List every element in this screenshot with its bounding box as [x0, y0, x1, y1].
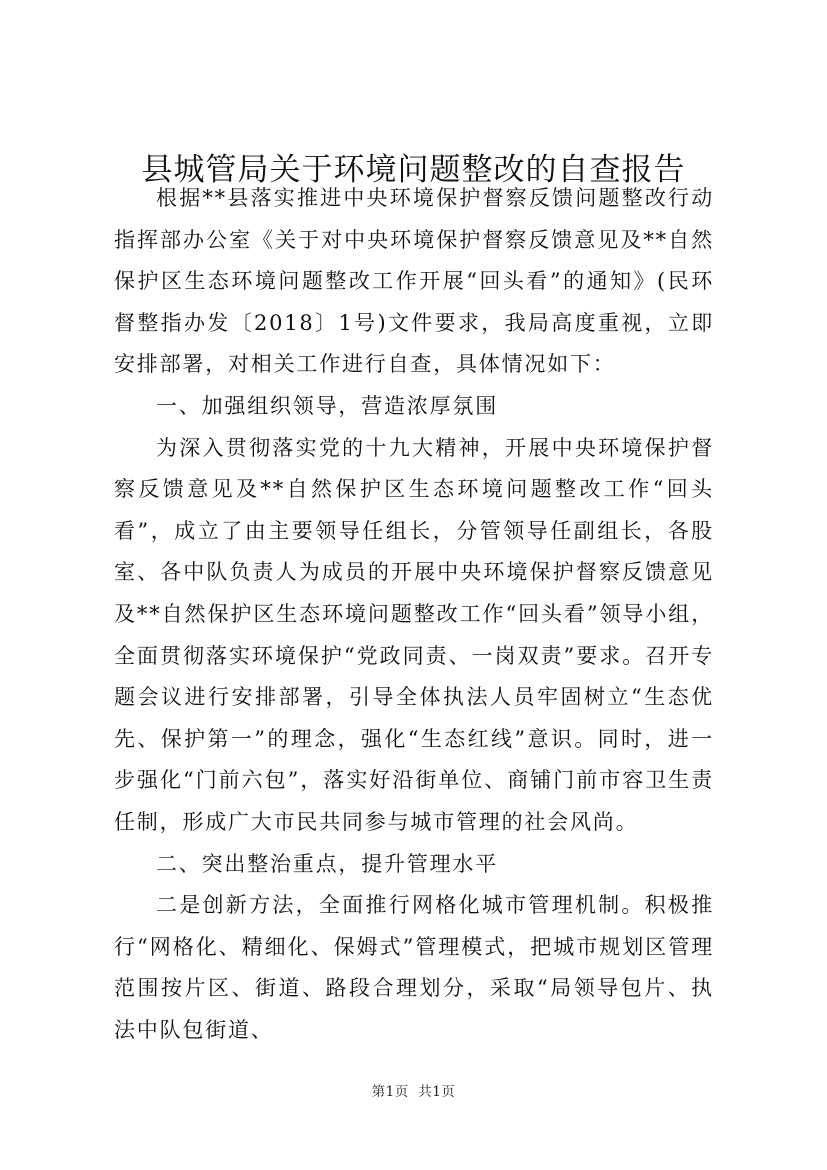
section-heading-2: 二、突出整治重点，提升管理水平 [156, 851, 498, 876]
paragraph-section-2: 二是创新方法，全面推行网格化城市管理机制。积极推行“网格化、精细化、保姆式”管理模式，把城市规划区管理范围按片区、街道、路段合理划分，采取“局领导包片、执法中队包街道、 [114, 893, 714, 1042]
section-heading-1: 一、加强组织领导，营造浓厚氛围 [156, 393, 498, 418]
document-title: 县城管局关于环境问题整改的自查报告 [141, 152, 686, 188]
page-footer [0, 1080, 827, 1100]
paragraph-intro: 根据**县落实推进中央环境保护督察反馈问题整改行动指挥部办公室《关于对中央环境保护督察反馈意见及**自然保护区生态环境问题整改工作开展“回头看”的通知》(民环督整指办发〔2018〕1号)文件要求，我局高度重视，立即安排部署，对相关工作进行自查，具体情况如下： [114, 186, 714, 377]
document-body [114, 178, 714, 1051]
page-number-label: 第1页 共1页 [371, 1084, 456, 1100]
paragraph-section-1: 为深入贯彻落实党的十九大精神，开展中央环境保护督察反馈意见及**自然保护区生态环境问题整改工作“回头看”，成立了由主要领导任组长，分管领导任副组长，各股室、各中队负责人为成员的开展中央环境保护督察反馈意见及**自然保护区生态环境问题整改工作“回头看”领导小组，全面贯彻落实环境保护“党政同责、一岗双责”要求。召开专题会议进行安排部署，引导全体执法人员牢固树立“生态优先、保护第一”的理念，强化“生态红线”意识。同时，进一步强化“门前六包”，落实好沿街单位、商铺门前市容卫生责任制，形成广大市民共同参与城市管理的社会风尚。 [114, 435, 714, 834]
